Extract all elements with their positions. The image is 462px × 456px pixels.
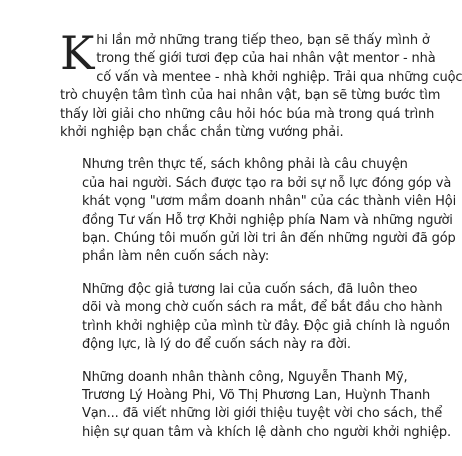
text-line: Những doanh nhân thành công, Nguyễn Thanh Mỹ,: [82, 369, 408, 385]
text-line: Vạn... đã viết những lời giới thiệu tuyệt vời cho sách, thể: [82, 406, 443, 422]
text-line: trình khởi nghiệp của mình từ đây. Độc giả chính là nguồn: [82, 318, 450, 334]
text-line: Những độc giả tương lai của cuốn sách, đã luôn theo: [82, 281, 418, 297]
text-line: phần làm nên cuốn sách này:: [82, 249, 270, 265]
text-line: Trương Lý Hoàng Phi, Võ Thị Phương Lan, Huỳnh Thanh: [82, 387, 431, 403]
paragraph-2: [60, 156, 457, 266]
paragraph-1: [60, 26, 462, 142]
text-line: cố vấn và mentee - nhà khởi nghiệp. Trải qua những cuộc: [96, 69, 462, 85]
text-line: đồng Tư vấn Hỗ trợ Khởi nghiệp phía Nam và những người: [82, 212, 453, 228]
text-line: thấy lời giải cho những câu hỏi hóc búa mà trong quá trình: [60, 106, 435, 122]
text-line: khát vọng "ươm mầm doanh nhân" của các thành viên Hội: [82, 194, 457, 210]
paragraph-3: [60, 281, 450, 355]
drop-cap: K: [60, 26, 95, 80]
text-line: của hai người. Sách được tạo ra bởi sự nỗ lực đóng góp và: [82, 175, 452, 191]
text-line: hi lần mở những trang tiếp theo, bạn sẽ thấy mình ở: [96, 33, 430, 48]
text-line: bạn. Chúng tôi muốn gửi lời tri ân đến những người đã góp: [82, 231, 456, 247]
text-line: động lực, là lý do để cuốn sách này ra đời.: [82, 337, 351, 353]
text-line: trò chuyện tâm tình của hai nhân vật, bạn sẽ từng bước tìm: [60, 88, 441, 104]
text-line: trong thế giới tươi đẹp của hai nhân vật mentor - nhà: [96, 51, 436, 67]
text-line: khởi nghiệp bạn chắc chắn từng vướng phải.: [60, 125, 344, 141]
paragraph-4: [60, 369, 452, 443]
text-line: Nhưng trên thực tế, sách không phải là câu chuyện: [82, 157, 408, 173]
text-line: hiện sự quan tâm và khích lệ dành cho người khởi nghiệp.: [82, 424, 452, 440]
body-text: [60, 26, 462, 456]
text-line: dõi và mong chờ cuốn sách ra mắt, để bắt đầu cho hành: [82, 300, 443, 316]
